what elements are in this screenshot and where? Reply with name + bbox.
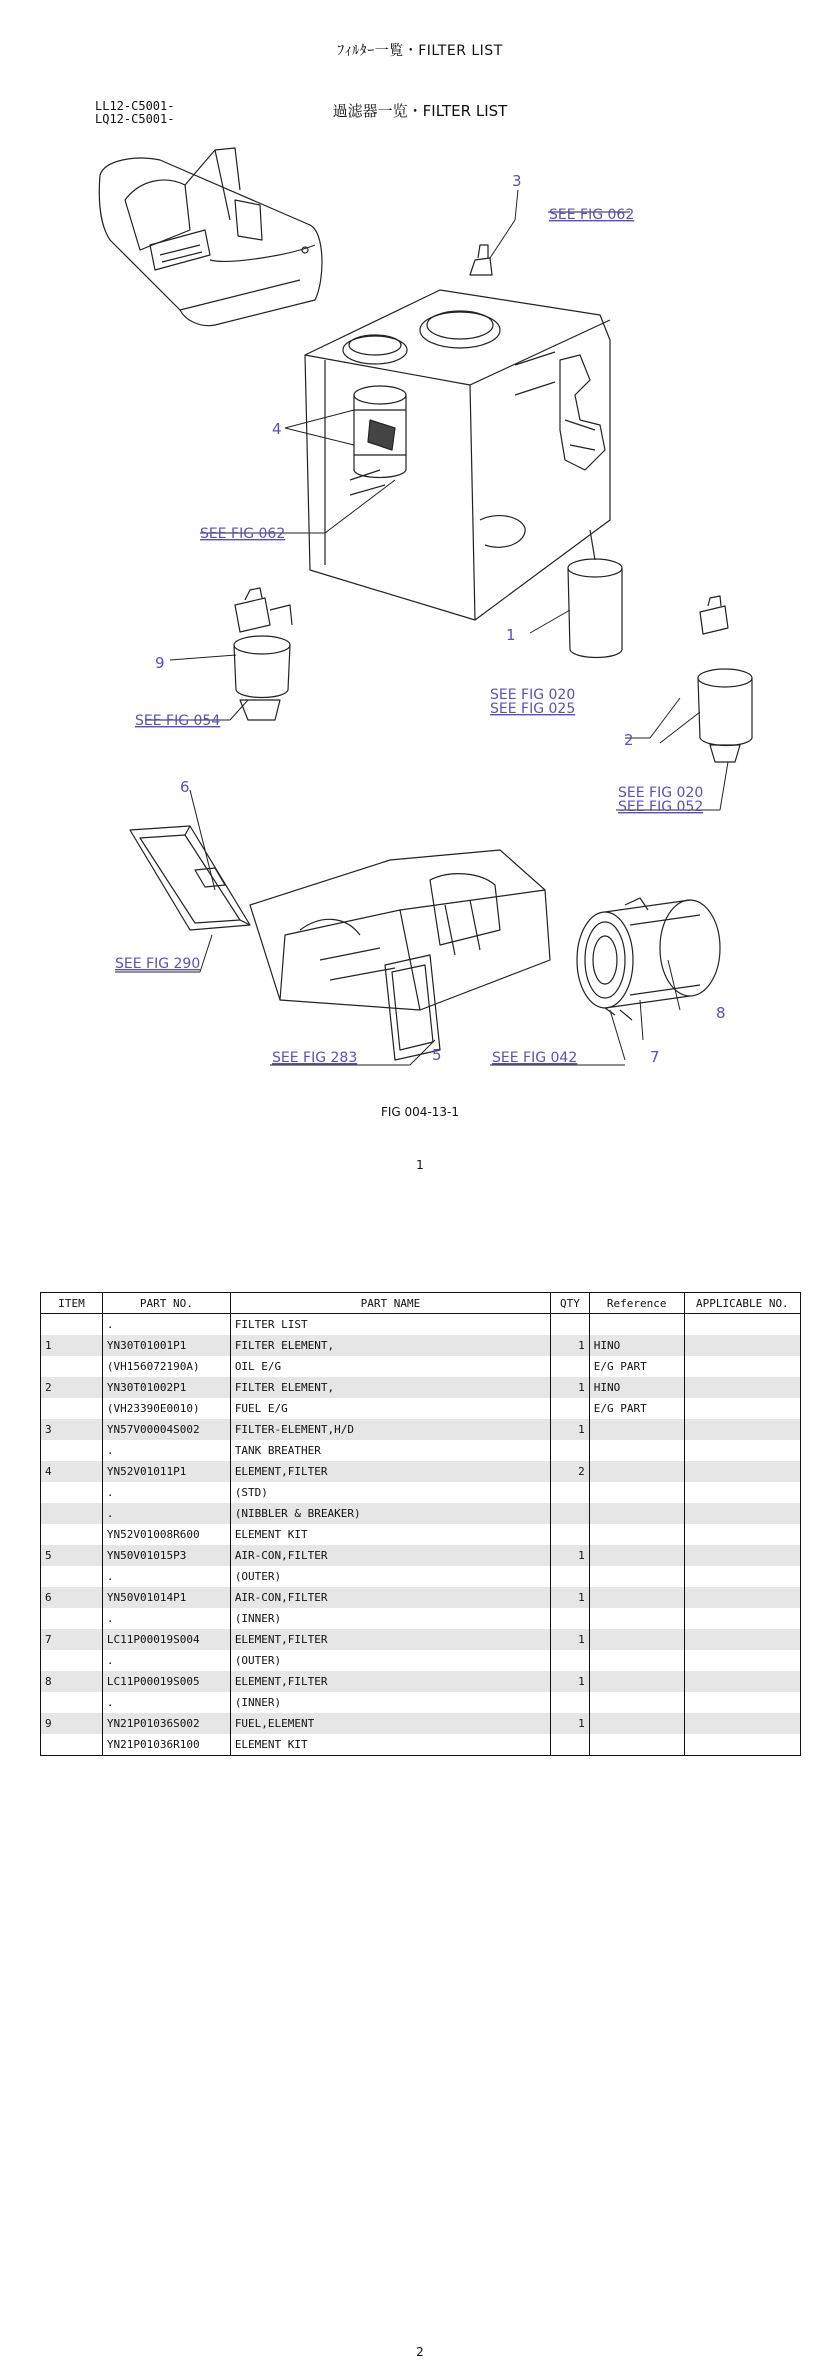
cell-qty <box>551 1566 590 1587</box>
cell-part-name: ELEMENT,FILTER <box>230 1629 550 1650</box>
table-header-row <box>41 1293 801 1314</box>
cell-applicable-no <box>684 1335 800 1356</box>
cell-part-name: FILTER ELEMENT, <box>230 1335 550 1356</box>
cell-applicable-no <box>684 1482 800 1503</box>
cell-reference <box>589 1587 684 1608</box>
cell-item <box>41 1566 103 1587</box>
cell-reference <box>589 1671 684 1692</box>
cell-applicable-no <box>684 1377 800 1398</box>
table-row <box>41 1461 801 1482</box>
cell-part-no: YN21P01036S002 <box>102 1713 230 1734</box>
cab-filter-panel-drawing <box>130 826 250 930</box>
cell-qty: 1 <box>551 1377 590 1398</box>
col-applicable-no: APPLICABLE NO. <box>684 1293 800 1314</box>
cell-part-name: (INNER) <box>230 1608 550 1629</box>
cell-part-name: FILTER LIST <box>230 1314 550 1336</box>
item-2-label: 2 <box>624 731 634 749</box>
table-row <box>41 1377 801 1398</box>
cell-reference <box>589 1608 684 1629</box>
cell-reference <box>589 1419 684 1440</box>
cell-applicable-no <box>684 1713 800 1734</box>
cell-applicable-no <box>684 1503 800 1524</box>
cell-part-no: . <box>102 1503 230 1524</box>
cell-part-name: TANK BREATHER <box>230 1440 550 1461</box>
cell-applicable-no <box>684 1440 800 1461</box>
cell-applicable-no <box>684 1461 800 1482</box>
cell-item <box>41 1440 103 1461</box>
cell-part-no: . <box>102 1650 230 1671</box>
cell-part-name: FUEL,ELEMENT <box>230 1713 550 1734</box>
cell-item: 7 <box>41 1629 103 1650</box>
cell-part-name: ELEMENT,FILTER <box>230 1461 550 1482</box>
cell-qty: 1 <box>551 1629 590 1650</box>
table-row <box>41 1335 801 1356</box>
see-fig-020-a[interactable]: SEE FIG 020 <box>490 687 576 703</box>
table-row <box>41 1566 801 1587</box>
cell-applicable-no <box>684 1608 800 1629</box>
cell-item: 8 <box>41 1671 103 1692</box>
table-row <box>41 1671 801 1692</box>
cell-qty: 1 <box>551 1713 590 1734</box>
col-item: ITEM <box>41 1293 103 1314</box>
table-row <box>41 1713 801 1734</box>
see-fig-062-top[interactable]: SEE FIG 062 <box>549 207 635 223</box>
table-row <box>41 1608 801 1629</box>
page-number-2: 2 <box>416 2345 424 2359</box>
cell-reference <box>589 1314 684 1336</box>
table-row <box>41 1356 801 1377</box>
cell-part-name: (NIBBLER & BREAKER) <box>230 1503 550 1524</box>
cell-qty: 1 <box>551 1335 590 1356</box>
cell-item: 3 <box>41 1419 103 1440</box>
cell-part-name: FILTER-ELEMENT,H/D <box>230 1419 550 1440</box>
fuel-main-filter-drawing <box>698 596 752 762</box>
table-row <box>41 1398 801 1419</box>
cell-qty: 1 <box>551 1587 590 1608</box>
header-title: ﾌｨﾙﾀｰ一覧・FILTER LIST <box>337 43 503 59</box>
cell-qty <box>551 1356 590 1377</box>
air-cleaner-drawing <box>577 898 720 1020</box>
cell-part-no: . <box>102 1482 230 1503</box>
cell-part-no: . <box>102 1692 230 1713</box>
see-fig-054[interactable]: SEE FIG 054 <box>135 713 221 729</box>
cell-applicable-no <box>684 1650 800 1671</box>
machine-overview-drawing <box>99 148 322 326</box>
cell-part-no: (VH156072190A) <box>102 1356 230 1377</box>
figure-caption: FIG 004-13-1 <box>380 1105 460 1119</box>
cell-item <box>41 1608 103 1629</box>
cell-reference <box>589 1461 684 1482</box>
cell-applicable-no <box>684 1398 800 1419</box>
cell-part-name: (INNER) <box>230 1692 550 1713</box>
table-row <box>41 1692 801 1713</box>
see-fig-025[interactable]: SEE FIG 025 <box>490 701 576 717</box>
cell-reference <box>589 1713 684 1734</box>
cell-reference: E/G PART <box>589 1356 684 1377</box>
page-number-1: 1 <box>416 1158 424 1172</box>
subtitle: 過滤器一览・FILTER LIST <box>332 102 508 120</box>
lower-frame-drawing <box>250 850 550 1060</box>
oil-filter-drawing <box>568 530 622 658</box>
cell-part-name: ELEMENT KIT <box>230 1524 550 1545</box>
hydraulic-tank-drawing <box>305 245 610 620</box>
cell-reference: HINO <box>589 1335 684 1356</box>
cell-qty: 1 <box>551 1671 590 1692</box>
cell-qty <box>551 1608 590 1629</box>
cell-item <box>41 1314 103 1336</box>
cell-applicable-no <box>684 1587 800 1608</box>
cell-part-no: . <box>102 1566 230 1587</box>
cell-applicable-no <box>684 1692 800 1713</box>
cell-applicable-no <box>684 1629 800 1650</box>
cell-applicable-no <box>684 1734 800 1756</box>
cell-qty: 1 <box>551 1545 590 1566</box>
cell-item <box>41 1524 103 1545</box>
cell-part-no: YN30T01001P1 <box>102 1335 230 1356</box>
cell-part-no: . <box>102 1440 230 1461</box>
leader-lines <box>115 190 728 1065</box>
item-4-label: 4 <box>272 420 282 438</box>
cell-reference: HINO <box>589 1377 684 1398</box>
cell-part-name: (OUTER) <box>230 1566 550 1587</box>
filter-diagram <box>0 0 840 1100</box>
cell-qty <box>551 1524 590 1545</box>
cell-part-name: (STD) <box>230 1482 550 1503</box>
cell-part-name: ELEMENT,FILTER <box>230 1671 550 1692</box>
model-code: LL12-C5001- <box>95 99 175 113</box>
parts-table <box>40 1292 801 1756</box>
see-fig-052[interactable]: SEE FIG 052 <box>618 799 704 815</box>
fuel-prefilter-drawing <box>234 588 292 720</box>
cell-qty <box>551 1314 590 1336</box>
page-2 <box>0 1190 840 2377</box>
item-8-label: 8 <box>716 1004 726 1022</box>
cell-applicable-no <box>684 1566 800 1587</box>
see-fig-283[interactable]: SEE FIG 283 <box>272 1050 358 1066</box>
cell-applicable-no <box>684 1545 800 1566</box>
cell-part-name: (OUTER) <box>230 1650 550 1671</box>
cell-part-no: LC11P00019S004 <box>102 1629 230 1650</box>
cell-item <box>41 1692 103 1713</box>
table-row <box>41 1503 801 1524</box>
cell-item: 6 <box>41 1587 103 1608</box>
cell-reference: E/G PART <box>589 1398 684 1419</box>
model-code: LQ12-C5001- <box>95 112 175 126</box>
cell-item <box>41 1503 103 1524</box>
see-fig-020-b[interactable]: SEE FIG 020 <box>618 785 704 801</box>
item-5-label: 5 <box>432 1046 442 1064</box>
cell-part-name: OIL E/G <box>230 1356 550 1377</box>
col-part-name: PART NAME <box>230 1293 550 1314</box>
cell-part-no: YN30T01002P1 <box>102 1377 230 1398</box>
table-row <box>41 1629 801 1650</box>
see-fig-062-left[interactable]: SEE FIG 062 <box>200 526 286 542</box>
table-row <box>41 1650 801 1671</box>
cell-part-name: ELEMENT KIT <box>230 1734 550 1756</box>
cell-item: 4 <box>41 1461 103 1482</box>
cell-applicable-no <box>684 1524 800 1545</box>
cell-qty: 1 <box>551 1419 590 1440</box>
cell-reference <box>589 1692 684 1713</box>
cell-item: 1 <box>41 1335 103 1356</box>
see-fig-042[interactable]: SEE FIG 042 <box>492 1050 578 1066</box>
cell-part-name: AIR-CON,FILTER <box>230 1545 550 1566</box>
cell-part-name: FUEL E/G <box>230 1398 550 1419</box>
cell-item <box>41 1356 103 1377</box>
item-3-label: 3 <box>512 172 522 190</box>
cell-part-no: . <box>102 1314 230 1336</box>
cell-reference <box>589 1440 684 1461</box>
cell-qty <box>551 1503 590 1524</box>
item-1-label: 1 <box>506 626 516 644</box>
cell-item <box>41 1650 103 1671</box>
cell-reference <box>589 1734 684 1756</box>
cell-item <box>41 1398 103 1419</box>
cell-reference <box>589 1545 684 1566</box>
cell-item <box>41 1482 103 1503</box>
parts-table-body <box>41 1314 801 1756</box>
item-9-label: 9 <box>155 654 165 672</box>
cell-item: 5 <box>41 1545 103 1566</box>
cell-qty <box>551 1650 590 1671</box>
cell-qty <box>551 1440 590 1461</box>
col-reference: Reference <box>589 1293 684 1314</box>
cell-qty <box>551 1692 590 1713</box>
col-part-no: PART NO. <box>102 1293 230 1314</box>
table-row <box>41 1734 801 1756</box>
cell-item <box>41 1734 103 1756</box>
cell-part-no: YN21P01036R100 <box>102 1734 230 1756</box>
table-row <box>41 1419 801 1440</box>
cell-applicable-no <box>684 1671 800 1692</box>
cell-item: 2 <box>41 1377 103 1398</box>
cell-part-no: (VH23390E0010) <box>102 1398 230 1419</box>
cell-part-no: YN52V01011P1 <box>102 1461 230 1482</box>
cell-reference <box>589 1650 684 1671</box>
cell-reference <box>589 1524 684 1545</box>
col-qty: QTY <box>551 1293 590 1314</box>
table-row <box>41 1482 801 1503</box>
cell-qty <box>551 1398 590 1419</box>
cell-qty <box>551 1734 590 1756</box>
cell-applicable-no <box>684 1356 800 1377</box>
cell-part-no: YN52V01008R600 <box>102 1524 230 1545</box>
cell-part-no: YN50V01015P3 <box>102 1545 230 1566</box>
table-row <box>41 1440 801 1461</box>
cell-part-no: . <box>102 1608 230 1629</box>
cell-reference <box>589 1566 684 1587</box>
table-row <box>41 1545 801 1566</box>
cell-part-no: YN57V00004S002 <box>102 1419 230 1440</box>
cell-reference <box>589 1482 684 1503</box>
table-row <box>41 1587 801 1608</box>
see-fig-290[interactable]: SEE FIG 290 <box>115 956 201 972</box>
cell-qty: 2 <box>551 1461 590 1482</box>
cell-applicable-no <box>684 1419 800 1440</box>
cell-part-no: YN50V01014P1 <box>102 1587 230 1608</box>
item-7-label: 7 <box>650 1048 660 1066</box>
cell-part-name: AIR-CON,FILTER <box>230 1587 550 1608</box>
cell-part-no: LC11P00019S005 <box>102 1671 230 1692</box>
return-filter-drawing <box>354 386 406 478</box>
item-6-label: 6 <box>180 778 190 796</box>
cell-item: 9 <box>41 1713 103 1734</box>
cell-reference <box>589 1629 684 1650</box>
cell-qty <box>551 1482 590 1503</box>
table-row <box>41 1524 801 1545</box>
table-row <box>41 1314 801 1336</box>
cell-part-name: FILTER ELEMENT, <box>230 1377 550 1398</box>
cell-reference <box>589 1503 684 1524</box>
cell-applicable-no <box>684 1314 800 1336</box>
